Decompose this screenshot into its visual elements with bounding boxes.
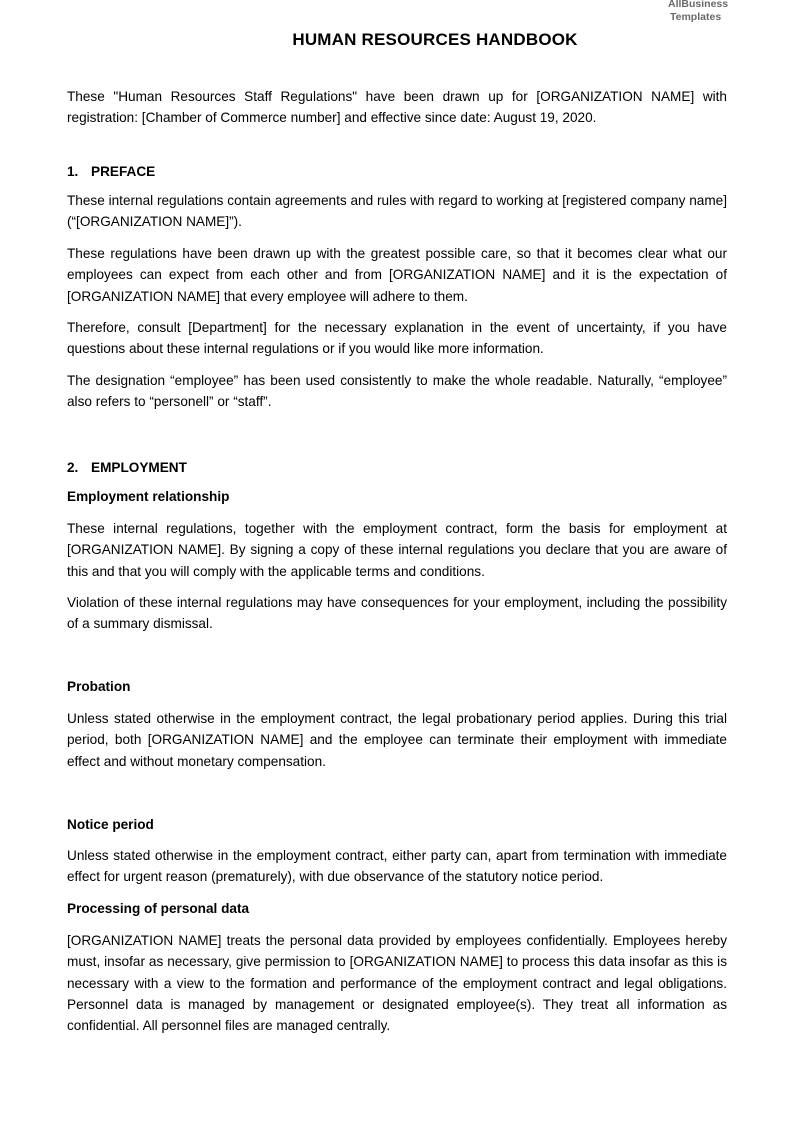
brand-logo [668,0,742,24]
subheading-personal-data: Processing of personal data [67,901,250,916]
notice-period-paragraph: Unless stated otherwise in the employment contract, either party can, apart from termination with immediate effect for urgent reason (prematurely), with due observance of the statutory notice period. [67,848,727,885]
logo-line-2: Templates [670,11,722,23]
section-number: 1. [67,164,79,179]
section-heading-preface [67,161,727,182]
subheading-notice-period: Notice period [67,817,154,832]
section-title: EMPLOYMENT [91,460,187,475]
relationship-paragraph-1: These internal regulations, together with the employment contract, form the basis for employment at [ORGANIZATION NAME]. By signing a copy of these internal regulations you declare that you are aware of this and that you will comply with the applicable terms and conditions. [67,521,727,579]
intro-paragraph: These "Human Resources Staff Regulations" have been drawn up for [ORGANIZATION NAME] with registration: [Chamber of Commerce number] and effective since date: August 19, 2020. [67,89,727,126]
preface-paragraph-2: These regulations have been drawn up with the greatest possible care, so that it becomes clear what our employees can expect from each other and from [ORGANIZATION NAME] and it is the expectation of [ORGANIZATION NAME] that every employee will adhere to them. [67,246,727,304]
section-title: PREFACE [91,164,156,179]
preface-paragraph-1: These internal regulations contain agreements and rules with regard to working at [registered company name] (“[ORGANIZATION NAME]”). [67,193,727,230]
subheading-employment-relationship: Employment relationship [67,489,230,504]
document-title: HUMAN RESOURCES HANDBOOK [292,30,578,49]
preface-paragraph-4: The designation “employee” has been used consistently to make the whole readable. Naturally, “employee” also refers to “personell” or “staff”. [67,373,727,410]
personal-data-paragraph: [ORGANIZATION NAME] treats the personal data provided by employees confidentially. Employees hereby must, insofar as necessary, give permission to [ORGANIZATION NAME] to process this data insofar as this is necessary with a view to the formation and performance of the employment contract and legal obligations. Personnel data is managed by management or designated employee(s). They treat all information as confidential. All personnel files are managed centrally. [67,933,727,1034]
probation-paragraph: Unless stated otherwise in the employment contract, the legal probationary period applies. During this trial period, both [ORGANIZATION NAME] and the employee can terminate their employment with immediate effect and without monetary compensation. [67,711,727,769]
section-heading-employment [67,457,727,478]
preface-paragraph-3: Therefore, consult [Department] for the necessary explanation in the event of uncertainty, if you have questions about these internal regulations or if you would like more information. [67,320,727,357]
subheading-probation: Probation [67,679,131,694]
section-number: 2. [67,460,79,475]
relationship-paragraph-2: Violation of these internal regulations may have consequences for your employment, including the possibility of a summary dismissal. [67,595,727,632]
logo-line-1: AllBusiness [668,0,729,10]
